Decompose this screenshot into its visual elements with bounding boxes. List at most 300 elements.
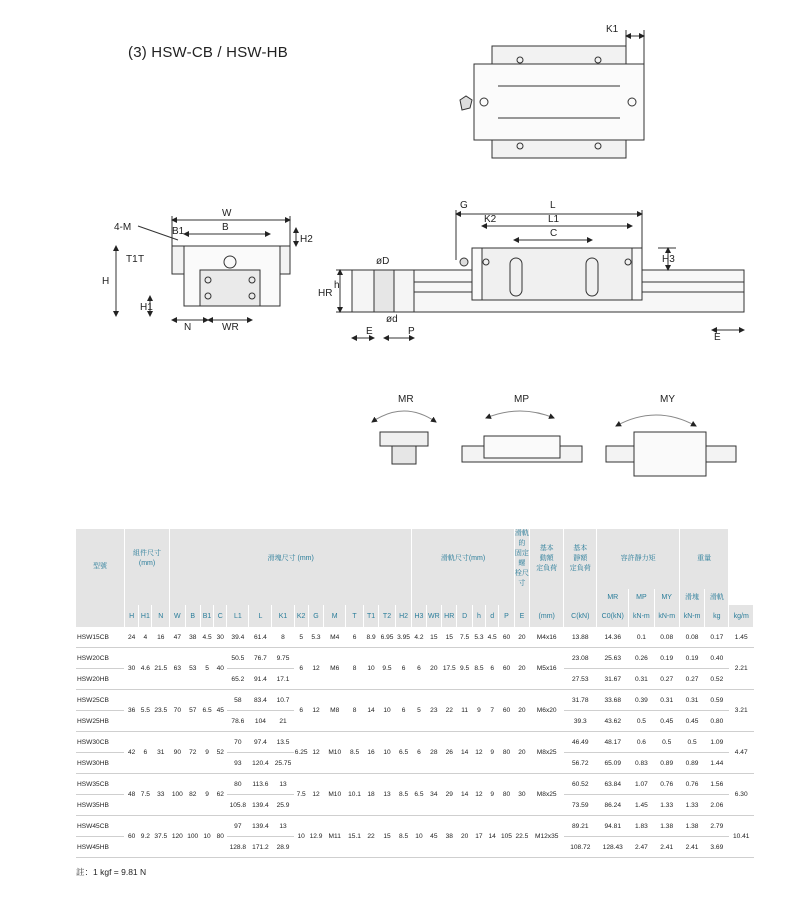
table-cell: 14 [457, 774, 472, 816]
table-cell: 10 [200, 816, 213, 858]
table-cell: 128.8 [227, 837, 249, 858]
spec-table [76, 529, 754, 858]
table-cell: 73.59 [564, 795, 597, 816]
label-hr: HR [318, 288, 333, 299]
table-body [76, 627, 754, 858]
table-cell: 6.5 [200, 690, 213, 732]
table-cell: 3.69 [705, 837, 729, 858]
label-h: h [334, 280, 340, 291]
unit-cell: M [324, 605, 346, 627]
table-cell: 33.68 [597, 690, 629, 711]
table-cell: 12 [308, 732, 323, 774]
table-cell: 63.84 [597, 774, 629, 795]
table-cell: 4.5 [200, 627, 213, 648]
model-cell: HSW30CB [76, 732, 124, 753]
table-cell: 14 [363, 690, 378, 732]
table-cell: 6.5 [395, 732, 412, 774]
table-cell: 0.26 [629, 648, 654, 669]
table-cell: 0.89 [654, 753, 679, 774]
table-cell: 12 [308, 774, 323, 816]
header-static-load: 基本 靜額 定負荷 [564, 529, 597, 589]
table-cell: 1.07 [629, 774, 654, 795]
table-cell: 10.41 [729, 816, 754, 858]
table-cell: 48.17 [597, 732, 629, 753]
table-cell: 21 [272, 711, 294, 732]
table-cell: 15.1 [346, 816, 364, 858]
table-cell: 70 [170, 690, 185, 732]
table-cell: 86.24 [597, 795, 629, 816]
table-cell: 0.52 [705, 669, 729, 690]
table-cell: 7.5 [139, 774, 152, 816]
table-cell: 39.4 [227, 627, 249, 648]
table-cell: 5 [412, 690, 426, 732]
table-cell: 8 [272, 627, 294, 648]
table-cell: 11 [457, 690, 472, 732]
table-cell: 0.19 [679, 648, 704, 669]
table-cell: 39.3 [564, 711, 597, 732]
table-cell: 37.5 [152, 816, 170, 858]
table-cell: 13.5 [272, 732, 294, 753]
table-cell: 20 [514, 648, 529, 690]
table-cell: 6 [412, 732, 426, 774]
model-cell: HSW35HB [76, 795, 124, 816]
table-cell: 18 [363, 774, 378, 816]
header-mr: MR [597, 589, 629, 605]
table-cell: 10 [379, 690, 396, 732]
header-assembly: 組件尺寸 (mm) [124, 529, 169, 589]
moment-diagrams [372, 411, 736, 476]
table-cell: M6 [324, 648, 346, 690]
table-cell: 80 [214, 816, 227, 858]
model-cell: HSW20CB [76, 648, 124, 669]
label-p: P [408, 326, 415, 337]
table-cell: 82 [185, 774, 200, 816]
table-cell: 31.78 [564, 690, 597, 711]
label-b1: B1 [172, 226, 185, 237]
table-cell: 46.49 [564, 732, 597, 753]
label-t: T [138, 254, 145, 265]
table-cell: 8.5 [395, 816, 412, 858]
table-cell: 20 [514, 690, 529, 732]
table-cell: 10 [412, 816, 426, 858]
table-cell: 31.67 [597, 669, 629, 690]
table-cell: 5.3 [308, 627, 323, 648]
header-block-weight: 滑塊 [679, 589, 704, 605]
table-cell: 12 [308, 648, 323, 690]
table-cell: 0.80 [705, 711, 729, 732]
table-cell: 38 [185, 627, 200, 648]
table-cell: 104 [249, 711, 272, 732]
table-cell: M6x20 [530, 690, 564, 732]
table-cell: 4 [139, 627, 152, 648]
table-cell: 9 [486, 774, 499, 816]
unit-cell: E [514, 605, 529, 627]
label-l1: L1 [548, 214, 560, 225]
table-cell: 1.45 [729, 627, 754, 648]
table-cell: 12 [472, 732, 485, 774]
unit-cell: WR [426, 605, 441, 627]
table-cell: 29 [442, 774, 457, 816]
table-cell: 0.83 [629, 753, 654, 774]
header-my: MY [654, 589, 679, 605]
table-cell: 9 [200, 732, 213, 774]
table-cell: 6.30 [729, 774, 754, 816]
table-cell: 6 [395, 648, 412, 690]
table-cell: 1.38 [654, 816, 679, 837]
table-cell: 5.3 [472, 627, 485, 648]
unit-cell: h [472, 605, 485, 627]
unit-row [76, 605, 754, 627]
table-cell: 23.5 [152, 690, 170, 732]
unit-cell: B [185, 605, 200, 627]
table-cell: 1.33 [679, 795, 704, 816]
table-cell: 100 [185, 816, 200, 858]
table-cell: 139.4 [249, 816, 272, 837]
label-h3: H3 [662, 254, 675, 265]
unit-cell: N [152, 605, 170, 627]
table-cell: 1.33 [654, 795, 679, 816]
table-cell: 7.5 [457, 627, 472, 648]
unit-cell: H1 [139, 605, 152, 627]
table-cell: 9.75 [272, 648, 294, 669]
header-rail-weight: 滑軌 [705, 589, 729, 605]
table-cell: 9 [472, 690, 485, 732]
table-cell: 13 [272, 816, 294, 837]
label-od: øD [376, 256, 390, 267]
table-cell: 34 [426, 774, 441, 816]
table-cell: 8 [346, 648, 364, 690]
table-cell: 80 [227, 774, 249, 795]
table-cell: 15 [442, 627, 457, 648]
unit-cell: K2 [294, 605, 308, 627]
header-weight: 重量 [679, 529, 729, 589]
table-cell: 6 [139, 732, 152, 774]
table-cell: 0.89 [679, 753, 704, 774]
table-cell: 33 [152, 774, 170, 816]
table-cell: 30 [214, 627, 227, 648]
table-cell: 14 [457, 732, 472, 774]
table-cell: 3.21 [729, 690, 754, 732]
table-cell: M5x16 [530, 648, 564, 690]
table-cell: 0.19 [654, 648, 679, 669]
table-cell: 4.6 [139, 648, 152, 690]
footnote: 註：1 kgf = 9.81 N [76, 867, 147, 877]
table-cell: 6 [294, 690, 308, 732]
table-cell: M8x25 [530, 774, 564, 816]
label-h2: H2 [300, 234, 313, 245]
table-cell: 70 [227, 732, 249, 753]
table-cell: M12x35 [530, 816, 564, 858]
table-cell: 10.7 [272, 690, 294, 711]
table-cell: 0.31 [679, 690, 704, 711]
table-cell: M8x25 [530, 732, 564, 774]
table-cell: 65.09 [597, 753, 629, 774]
table-cell: M10 [324, 732, 346, 774]
table-cell: 120.4 [249, 753, 272, 774]
table-cell: 0.5 [629, 711, 654, 732]
table-cell: 13 [379, 774, 396, 816]
table-cell: 1.45 [629, 795, 654, 816]
table-cell: 21.5 [152, 648, 170, 690]
table-cell: 28 [426, 732, 441, 774]
table-cell: 108.72 [564, 837, 597, 858]
table-cell: 28.9 [272, 837, 294, 858]
unit-cell: B1 [200, 605, 213, 627]
table-cell: M10 [324, 774, 346, 816]
table-cell: 72 [185, 732, 200, 774]
table-cell: 26 [442, 732, 457, 774]
table-cell: 10 [379, 732, 396, 774]
table-cell: 2.79 [705, 816, 729, 837]
header-moment: 容許靜力矩 [597, 529, 680, 589]
header-model: 型號 [76, 529, 124, 605]
table-cell: 61.4 [249, 627, 272, 648]
table-cell: 62 [214, 774, 227, 816]
label-mr: MR [398, 394, 414, 405]
table-cell: M8 [324, 690, 346, 732]
unit-cell: P [499, 605, 514, 627]
table-cell: 9 [486, 732, 499, 774]
table-cell: 45 [426, 816, 441, 858]
table-cell: 22 [363, 816, 378, 858]
unit-cell: kN-m [654, 605, 679, 627]
table-cell: 1.44 [705, 753, 729, 774]
label-k1: K1 [606, 24, 619, 35]
table-cell: 36 [124, 690, 138, 732]
label-wr: WR [222, 322, 239, 333]
unit-cell: C [214, 605, 227, 627]
table-cell: 97 [227, 816, 249, 837]
table-cell: M11 [324, 816, 346, 858]
table-cell: 5.5 [139, 690, 152, 732]
table-cell: 8.5 [395, 774, 412, 816]
table-cell: 12 [472, 774, 485, 816]
table-cell: 60 [499, 648, 514, 690]
table-cell: 9.5 [457, 648, 472, 690]
table-cell: 24 [124, 627, 138, 648]
table-cell: 22 [442, 690, 457, 732]
table-row [76, 690, 754, 711]
model-cell: HSW45CB [76, 816, 124, 837]
table-cell: 4.5 [486, 627, 499, 648]
table-cell: 8.9 [363, 627, 378, 648]
unit-cell: C(kN) [564, 605, 597, 627]
table-cell: 60 [124, 816, 138, 858]
table-cell: 30 [514, 774, 529, 816]
label-w: W [222, 208, 232, 219]
table-cell: 25.75 [272, 753, 294, 774]
table-cell: 48 [124, 774, 138, 816]
table-cell: 2.47 [629, 837, 654, 858]
table-cell: 47 [170, 627, 185, 648]
unit-cell: G [308, 605, 323, 627]
header-bolt: 滑軌的 固定螺 栓尺寸 [514, 530, 529, 587]
table-cell: 0.31 [629, 669, 654, 690]
table-cell: 6 [346, 627, 364, 648]
table-cell: 43.62 [597, 711, 629, 732]
table-cell: 60 [499, 690, 514, 732]
table-cell: 31 [152, 732, 170, 774]
table-cell: 53 [185, 648, 200, 690]
table-cell: 91.4 [249, 669, 272, 690]
table-cell: 1.38 [679, 816, 704, 837]
table-cell: 63 [170, 648, 185, 690]
label-mp: MP [514, 394, 529, 405]
table-row [76, 627, 754, 648]
table-cell: 10 [294, 816, 308, 858]
unit-cell: d [486, 605, 499, 627]
header-dynamic-load: 基本 動額 定負荷 [530, 529, 564, 589]
page-title: (3) HSW-CB / HSW-HB [128, 44, 288, 61]
table-cell: 52 [214, 732, 227, 774]
table-cell: 6.25 [294, 732, 308, 774]
unit-cell: kN-m [629, 605, 654, 627]
table-cell: 0.17 [705, 627, 729, 648]
table-cell: 0.08 [679, 627, 704, 648]
label-g: G [460, 200, 468, 211]
unit-cell: D [457, 605, 472, 627]
table-cell: 17.5 [442, 648, 457, 690]
unit-cell: T1 [363, 605, 378, 627]
table-row [76, 816, 754, 837]
unit-cell: (mm) [530, 605, 564, 627]
unit-cell: H2 [395, 605, 412, 627]
table-cell: 93 [227, 753, 249, 774]
table-cell: 12 [308, 690, 323, 732]
model-cell: HSW20HB [76, 669, 124, 690]
table-cell: 0.76 [679, 774, 704, 795]
unit-cell: kg/m [729, 605, 754, 627]
table-cell: 76.7 [249, 648, 272, 669]
table-cell: 6 [395, 690, 412, 732]
table-cell: 25.63 [597, 648, 629, 669]
table-cell: 0.59 [705, 690, 729, 711]
table-cell: 78.6 [227, 711, 249, 732]
table-cell: 56.72 [564, 753, 597, 774]
label-k2: K2 [484, 214, 497, 225]
table-cell: 60.52 [564, 774, 597, 795]
table-cell: 4.2 [412, 627, 426, 648]
table-cell: M4 [324, 627, 346, 648]
table-cell: 0.5 [654, 732, 679, 753]
table-cell: 0.31 [654, 690, 679, 711]
table-cell: 57 [185, 690, 200, 732]
table-cell: 65.2 [227, 669, 249, 690]
table-cell: 0.08 [654, 627, 679, 648]
table-row [76, 774, 754, 795]
table-cell: 60 [499, 627, 514, 648]
table-cell: 8 [346, 690, 364, 732]
table-cell: 6 [412, 648, 426, 690]
header-rail: 滑軌尺寸(mm) [412, 529, 514, 589]
table-cell: 0.5 [679, 732, 704, 753]
unit-cell: C0(kN) [597, 605, 629, 627]
table-cell: 22.5 [514, 816, 529, 858]
unit-cell: L1 [227, 605, 249, 627]
table-cell: 23.08 [564, 648, 597, 669]
header-block: 滑塊尺寸 (mm) [170, 529, 412, 589]
table-cell: 12.9 [308, 816, 323, 858]
unit-cell: L [249, 605, 272, 627]
table-cell: 20 [457, 816, 472, 858]
table-cell: 10 [363, 648, 378, 690]
table-cell: 2.21 [729, 648, 754, 690]
table-cell: 80 [499, 774, 514, 816]
table-cell: 2.06 [705, 795, 729, 816]
table-cell: 50.5 [227, 648, 249, 669]
table-cell: 0.1 [629, 627, 654, 648]
table-cell: 1.56 [705, 774, 729, 795]
table-cell: 0.45 [654, 711, 679, 732]
table-cell: 40 [214, 648, 227, 690]
table-cell: 0.27 [679, 669, 704, 690]
table-cell: 2.41 [679, 837, 704, 858]
table-cell: 97.4 [249, 732, 272, 753]
model-cell: HSW30HB [76, 753, 124, 774]
unit-cell: HR [442, 605, 457, 627]
table-cell: 83.4 [249, 690, 272, 711]
table-cell: 13.88 [564, 627, 597, 648]
model-cell: HSW35CB [76, 774, 124, 795]
label-d: ød [386, 314, 398, 325]
label-c: C [550, 228, 558, 239]
table-cell: 94.81 [597, 816, 629, 837]
table-cell: 105.8 [227, 795, 249, 816]
unit-cell: T [346, 605, 364, 627]
table-cell: 9.5 [379, 648, 396, 690]
label-4m: 4-M [114, 222, 132, 233]
table-cell: 171.2 [249, 837, 272, 858]
model-cell: HSW15CB [76, 627, 124, 648]
table-header [76, 529, 754, 627]
label-n: N [184, 322, 192, 333]
table-cell: 20 [514, 732, 529, 774]
model-cell: HSW45HB [76, 837, 124, 858]
table-cell: 0.45 [679, 711, 704, 732]
label-l: L [550, 200, 556, 211]
table-cell: 14.36 [597, 627, 629, 648]
spec-table-wrapper [76, 529, 754, 858]
label-e2: E [714, 332, 721, 343]
table-cell: 20 [514, 627, 529, 648]
top-view-drawing [460, 30, 644, 158]
table-cell: 9 [200, 774, 213, 816]
table-cell: 15 [426, 627, 441, 648]
table-cell: 5 [200, 648, 213, 690]
unit-cell: kN-m [679, 605, 704, 627]
model-cell: HSW25CB [76, 690, 124, 711]
table-cell: 8.5 [346, 732, 364, 774]
table-cell: 0.27 [654, 669, 679, 690]
table-cell: 15 [379, 816, 396, 858]
table-cell: 17.1 [272, 669, 294, 690]
label-b: B [222, 222, 229, 233]
unit-cell: H3 [412, 605, 426, 627]
table-cell: 25.9 [272, 795, 294, 816]
table-cell: 38 [442, 816, 457, 858]
table-cell: 58 [227, 690, 249, 711]
table-cell: 139.4 [249, 795, 272, 816]
table-cell: 7 [486, 690, 499, 732]
table-cell: 20 [426, 648, 441, 690]
label-H: H [102, 276, 110, 287]
header-mp: MP [629, 589, 654, 605]
table-cell: 80 [499, 732, 514, 774]
table-cell: 16 [152, 627, 170, 648]
table-cell: 1.83 [629, 816, 654, 837]
table-cell: 23 [426, 690, 441, 732]
table-cell: 105 [499, 816, 514, 858]
